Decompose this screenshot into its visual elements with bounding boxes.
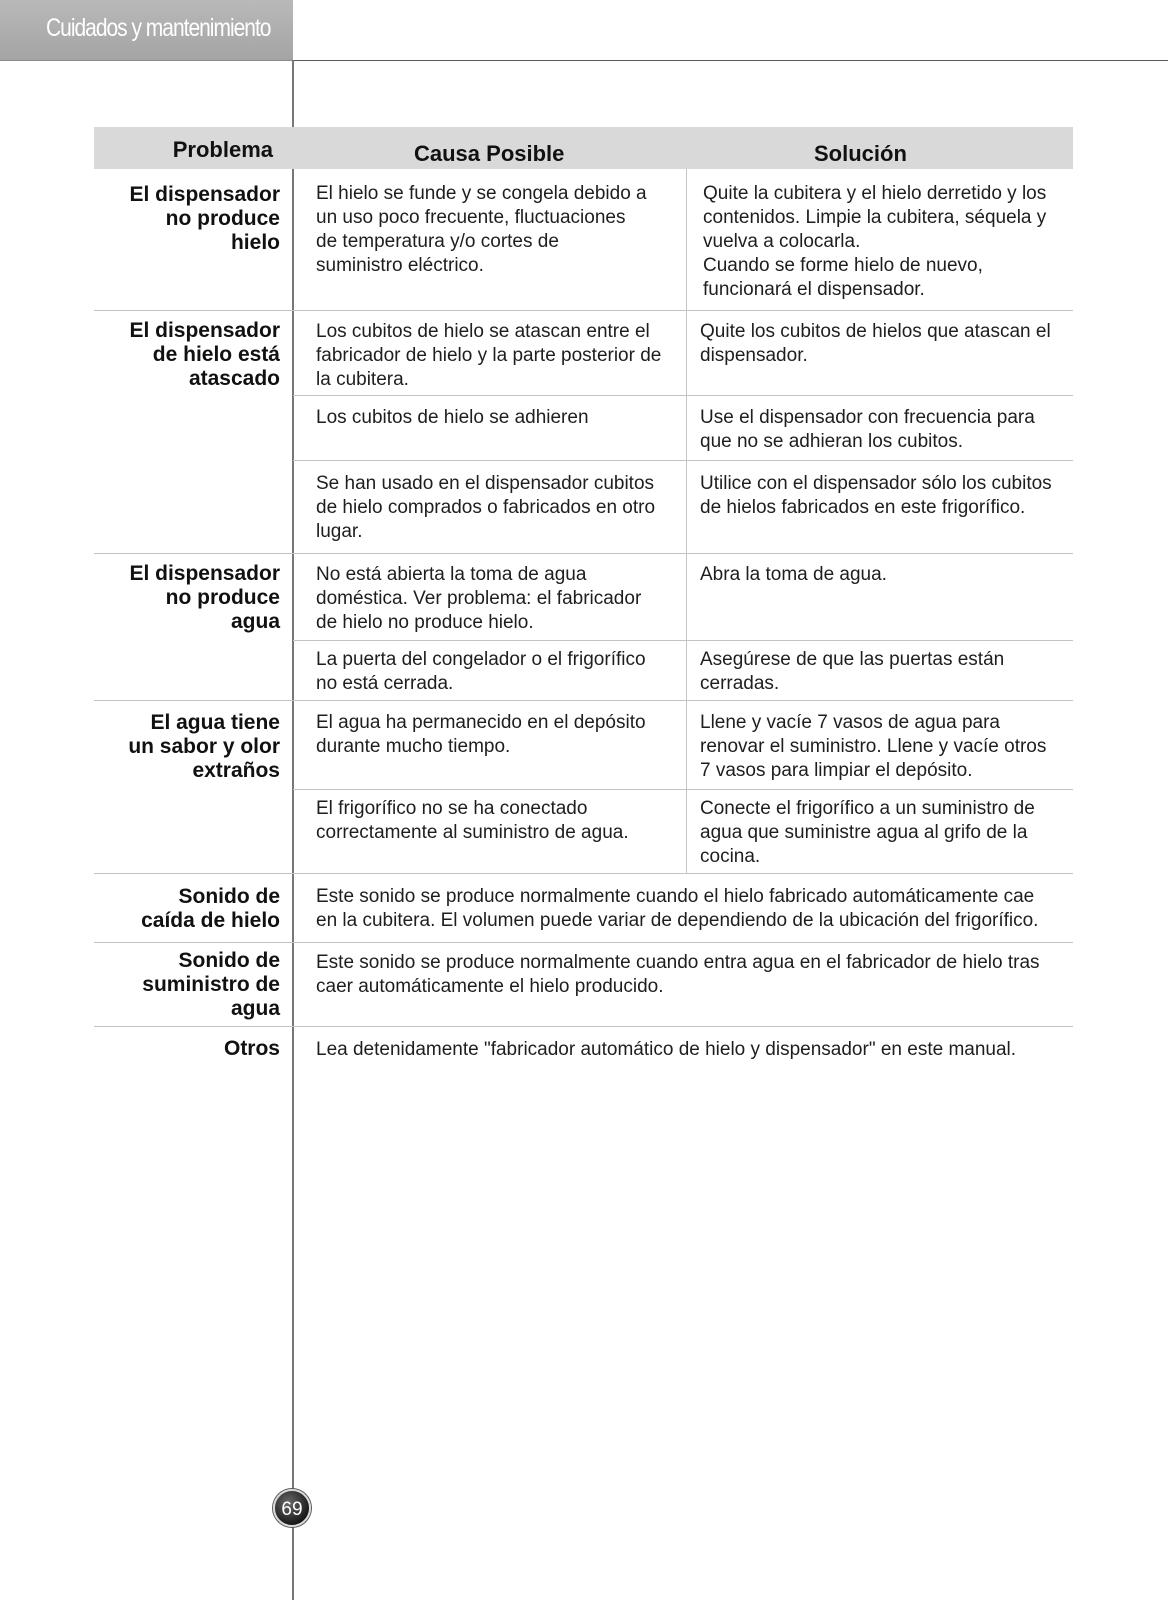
row-divider bbox=[293, 460, 1073, 461]
solution-cell: Quite los cubitos de hielos que atascan el dispensador. bbox=[700, 321, 1051, 366]
column-divider bbox=[686, 169, 687, 873]
solution-cell: Utilice con el dispensador sólo los cubitos de hielos fabricados en este frigorífico. bbox=[700, 473, 1052, 518]
row-divider bbox=[94, 310, 1073, 311]
solution-cell: Asegúrese de que las puertas están cerradas. bbox=[700, 649, 1005, 694]
row-divider bbox=[94, 1026, 1073, 1027]
row-divider bbox=[293, 789, 1073, 790]
header-solution: Solución bbox=[814, 141, 907, 166]
cause-cell: No está abierta la toma de agua doméstica. Ver problema: el fabricador de hielo no produce hielo. bbox=[316, 564, 642, 633]
solution-cell: Use el dispensador con frecuencia para que no se adhieran los cubitos. bbox=[700, 407, 1035, 452]
problem-cell: El agua tiene un sabor y olor extraños bbox=[128, 711, 280, 782]
cause-cell: Los cubitos de hielo se adhieren bbox=[316, 407, 589, 428]
solution-cell: Quite la cubitera y el hielo derretido y los contenidos. Limpie la cubitera, séquela y vuelva a colocarla. Cuando se forme hielo de nuevo, funcionará el dispensador. bbox=[703, 183, 1047, 300]
note-cell: Este sonido se produce normalmente cuando entra agua en el fabricador de hielo tras caer automáticamente el hielo producido. bbox=[316, 952, 1040, 997]
row-divider bbox=[94, 873, 1073, 874]
header-rule bbox=[293, 60, 1168, 61]
problem-cell: El dispensador no produce hielo bbox=[129, 183, 280, 254]
cause-cell: La puerta del congelador o el frigorífico no está cerrada. bbox=[316, 649, 646, 694]
problem-cell: Otros bbox=[223, 1037, 280, 1060]
row-divider bbox=[293, 640, 1073, 641]
problem-cell: Sonido de suministro de agua bbox=[142, 949, 280, 1020]
row-divider bbox=[94, 700, 1073, 701]
row-divider bbox=[293, 395, 1073, 396]
section-title: Cuidados y mantenimiento bbox=[46, 14, 271, 42]
cause-cell: El hielo se funde y se congela debido a un uso poco frecuente, fluctuaciones de temperatura y/o cortes de suministro eléctrico. bbox=[316, 183, 647, 276]
solution-cell: Abra la toma de agua. bbox=[700, 564, 887, 585]
note-cell: Lea detenidamente "fabricador automático de hielo y dispensador" en este manual. bbox=[316, 1039, 1017, 1060]
row-divider bbox=[94, 942, 1073, 943]
solution-cell: Llene y vacíe 7 vasos de agua para renovar el suministro. Llene y vacíe otros 7 vasos para limpiar el depósito. bbox=[700, 712, 1047, 781]
solution-cell: Conecte el frigorífico a un suministro de agua que suministre agua al grifo de la cocina. bbox=[700, 798, 1035, 867]
cause-cell: El agua ha permanecido en el depósito durante mucho tiempo. bbox=[316, 712, 646, 757]
cause-cell: Se han usado en el dispensador cubitos de hielo comprados o fabricados en otro lugar. bbox=[316, 473, 656, 542]
problem-cell: El dispensador no produce agua bbox=[129, 562, 280, 633]
page-number-badge: 69 bbox=[273, 1489, 311, 1527]
row-divider bbox=[94, 553, 1073, 554]
margin-rule bbox=[292, 60, 294, 1600]
cause-cell: El frigorífico no se ha conectado correctamente al suministro de agua. bbox=[316, 798, 629, 843]
cause-cell: Los cubitos de hielo se atascan entre el fabricador de hielo y la parte posterior de la cubitera. bbox=[316, 321, 662, 390]
section-tab bbox=[0, 0, 293, 61]
problem-cell: Sonido de caída de hielo bbox=[141, 885, 280, 932]
table-header bbox=[94, 127, 1073, 169]
problem-cell: El dispensador de hielo está atascado bbox=[129, 319, 280, 390]
header-problem: Problema bbox=[172, 137, 273, 162]
note-cell: Este sonido se produce normalmente cuando el hielo fabricado automáticamente cae en la cubitera. El volumen puede variar de dependiendo de la ubicación del frigorífico. bbox=[316, 886, 1039, 931]
header-cause: Causa Posible bbox=[414, 141, 565, 166]
